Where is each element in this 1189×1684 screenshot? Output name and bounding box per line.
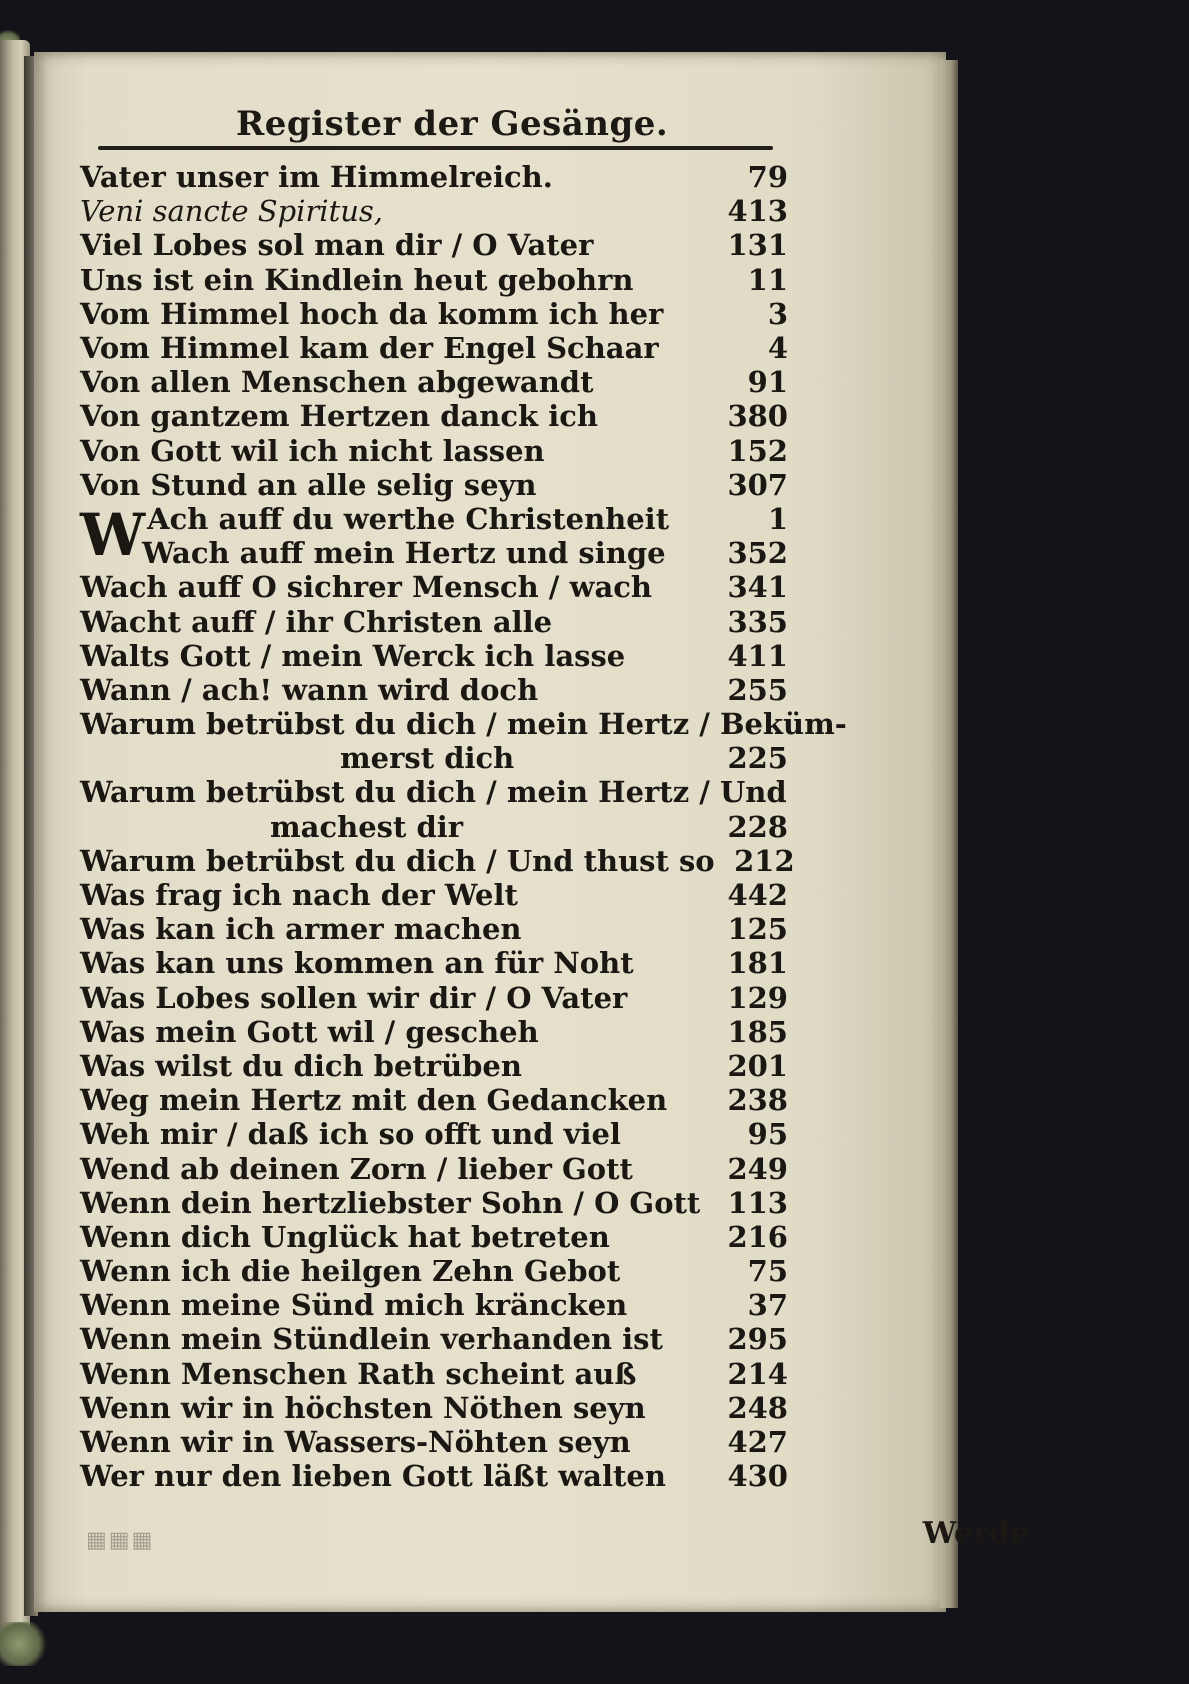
entry-title-text: Viel Lobes sol man dir / O Vater bbox=[80, 228, 594, 263]
entry-page-number: 152 bbox=[727, 433, 788, 468]
entry-title bbox=[80, 741, 708, 775]
faded-stamp: ▦▦▦ bbox=[86, 1528, 155, 1553]
entry-title bbox=[80, 639, 708, 673]
register-entry bbox=[80, 160, 792, 194]
register-entry bbox=[80, 331, 792, 365]
entry-title bbox=[80, 1220, 708, 1254]
entry-page-number: 113 bbox=[727, 1185, 788, 1220]
entry-page-number: 430 bbox=[727, 1459, 788, 1494]
entry-title-text: Von Gott wil ich nicht lassen bbox=[80, 433, 545, 468]
entry-title bbox=[80, 1357, 708, 1391]
entry-page-number: 11 bbox=[747, 262, 788, 297]
entry-title bbox=[80, 707, 847, 741]
entry-page-number: 79 bbox=[747, 160, 788, 195]
entry-title bbox=[80, 912, 708, 946]
entry-title bbox=[80, 673, 708, 707]
entry-page-number: 201 bbox=[727, 1048, 788, 1083]
entry-title bbox=[80, 1425, 708, 1459]
entry-title bbox=[80, 1254, 708, 1288]
register-entry bbox=[80, 1186, 792, 1220]
entry-title-text: Uns ist ein Kindlein heut gebohrn bbox=[80, 262, 634, 297]
entry-title bbox=[80, 1015, 708, 1049]
catchword: Werde bbox=[922, 1516, 1029, 1551]
entry-page-number: 181 bbox=[727, 946, 788, 981]
entry-title-text: Veni sancte Spiritus, bbox=[80, 194, 384, 229]
entry-title bbox=[80, 981, 708, 1015]
entry-title-text: Warum betrübst du dich / mein Hertz / Beküm- bbox=[80, 707, 847, 742]
register-entry bbox=[80, 536, 792, 570]
entry-page-number: 129 bbox=[727, 980, 788, 1015]
entry-title-text: Ach auff du werthe Christenheit bbox=[147, 501, 670, 536]
register-entry bbox=[80, 1117, 792, 1151]
register-entry bbox=[80, 843, 795, 878]
register-entry bbox=[80, 912, 792, 946]
entry-title bbox=[80, 365, 708, 399]
entry-page-number: 4 bbox=[767, 331, 788, 366]
entry-title-text: Wach auff mein Hertz und singe bbox=[142, 536, 666, 571]
entry-title bbox=[80, 844, 715, 878]
entry-title-text: Weh mir / daß ich so offt und viel bbox=[80, 1117, 621, 1152]
entry-title bbox=[80, 228, 708, 262]
register-entry bbox=[80, 1151, 792, 1185]
entry-title-text: Wenn ich die heilgen Zehn Gebot bbox=[80, 1254, 621, 1289]
register-entry bbox=[80, 775, 792, 809]
register-entry bbox=[80, 1049, 792, 1083]
entry-title bbox=[80, 160, 708, 194]
entry-title bbox=[80, 810, 708, 844]
entry-page-number: 295 bbox=[727, 1322, 788, 1357]
entry-page-number: 442 bbox=[727, 878, 788, 913]
entry-page-number: 95 bbox=[747, 1117, 788, 1152]
entry-page-number: 75 bbox=[747, 1254, 788, 1289]
entry-title-text: Was mein Gott wil / gescheh bbox=[80, 1014, 539, 1049]
register-entry bbox=[80, 228, 792, 262]
register-entry bbox=[80, 263, 792, 297]
entry-title bbox=[80, 263, 708, 297]
entry-title-text: Was frag ich nach der Welt bbox=[80, 878, 518, 913]
register-entry bbox=[80, 297, 792, 331]
register-entry bbox=[80, 604, 792, 638]
entry-page-number: 380 bbox=[727, 399, 788, 434]
register-entry bbox=[80, 1425, 792, 1459]
register-entry bbox=[80, 981, 792, 1015]
register-entry bbox=[80, 1083, 792, 1117]
entry-page-number: 411 bbox=[727, 638, 788, 673]
entry-page-number: 238 bbox=[727, 1083, 788, 1118]
entry-title bbox=[80, 1083, 708, 1117]
register-entry bbox=[80, 639, 792, 673]
entry-title-text: Walts Gott / mein Werck ich lasse bbox=[80, 638, 626, 673]
entry-title-text: Was kan ich armer machen bbox=[80, 912, 522, 947]
page-title: Register der Gesänge. bbox=[236, 104, 669, 144]
entry-page-number: 185 bbox=[727, 1014, 788, 1049]
entry-title bbox=[80, 1391, 708, 1425]
entry-page-number: 131 bbox=[727, 228, 788, 263]
entry-page-number: 248 bbox=[727, 1390, 788, 1425]
register-entry bbox=[80, 399, 792, 433]
register-entry bbox=[80, 1459, 792, 1493]
entry-page-number: 352 bbox=[727, 536, 788, 571]
entry-title-text: Wenn meine Sünd mich kräncken bbox=[80, 1288, 628, 1323]
register-entry bbox=[80, 468, 792, 502]
entry-title bbox=[80, 194, 708, 228]
entry-page-number: 228 bbox=[727, 809, 788, 844]
entry-page-number: 255 bbox=[727, 672, 788, 707]
entry-title-text: Von allen Menschen abgewandt bbox=[80, 365, 594, 400]
register-entry bbox=[80, 365, 792, 399]
entry-title-text: Von gantzem Hertzen danck ich bbox=[80, 399, 598, 434]
entry-title-text: Weg mein Hertz mit den Gedancken bbox=[80, 1083, 668, 1118]
binding-thread-bottom bbox=[0, 1622, 48, 1666]
entry-title-text: Wenn wir in Wassers-Nöhten seyn bbox=[80, 1425, 631, 1460]
entry-page-number: 125 bbox=[727, 912, 788, 947]
decorated-initial: W bbox=[80, 500, 146, 569]
entry-title-text: Was Lobes sollen wir dir / O Vater bbox=[80, 980, 628, 1015]
entry-title-text: Wenn mein Stündlein verhanden ist bbox=[80, 1322, 663, 1357]
entry-page-number: 212 bbox=[734, 843, 795, 878]
entry-title-text: Wach auff O sichrer Mensch / wach bbox=[80, 570, 652, 605]
entry-title bbox=[80, 1117, 708, 1151]
entry-title-text: Wenn wir in höchsten Nöthen seyn bbox=[80, 1390, 646, 1425]
entry-page-number: 413 bbox=[727, 194, 788, 229]
entry-page-number: 91 bbox=[747, 365, 788, 400]
entry-title bbox=[80, 1049, 708, 1083]
register-entry bbox=[80, 1391, 792, 1425]
entry-title bbox=[80, 570, 708, 604]
entry-page-number: 427 bbox=[727, 1425, 788, 1460]
register-entry bbox=[80, 878, 792, 912]
entry-title bbox=[80, 1152, 708, 1186]
register-entry bbox=[80, 1220, 792, 1254]
entry-title-text: Vom Himmel kam der Engel Schaar bbox=[80, 331, 659, 366]
entry-page-number: 341 bbox=[727, 570, 788, 605]
entry-title bbox=[80, 468, 708, 502]
page-edge bbox=[940, 60, 958, 1608]
entry-page-number: 1 bbox=[767, 501, 788, 536]
entry-title-text: Wenn dein hertzliebster Sohn / O Gott bbox=[80, 1185, 701, 1220]
register-entry bbox=[80, 1254, 792, 1288]
register-entry bbox=[80, 741, 792, 775]
register-entry bbox=[80, 673, 792, 707]
entry-page-number: 225 bbox=[727, 741, 788, 776]
entry-title bbox=[80, 536, 708, 570]
register-entry bbox=[80, 810, 792, 844]
entry-page-number: 307 bbox=[727, 467, 788, 502]
entry-title-text: machest dir bbox=[270, 809, 464, 844]
register-entry bbox=[80, 434, 792, 468]
register-entry bbox=[80, 1357, 792, 1391]
entry-title-text: merst dich bbox=[340, 741, 515, 776]
header-rule bbox=[98, 146, 773, 150]
entry-title-text: Vater unser im Himmelreich. bbox=[80, 160, 553, 195]
entry-page-number: 37 bbox=[747, 1288, 788, 1323]
entry-title bbox=[80, 878, 708, 912]
entry-title bbox=[80, 1322, 708, 1356]
register-entry bbox=[80, 1015, 792, 1049]
entry-title-text: Wenn dich Unglück hat betreten bbox=[80, 1219, 610, 1254]
entry-title-text: Wann / ach! wann wird doch bbox=[80, 672, 539, 707]
entry-title bbox=[80, 1459, 708, 1493]
register-entry bbox=[80, 946, 792, 980]
entry-title-text: Vom Himmel hoch da komm ich her bbox=[80, 296, 664, 331]
entry-page-number: 216 bbox=[727, 1219, 788, 1254]
entry-title-text: Wer nur den lieben Gott läßt walten bbox=[80, 1459, 666, 1494]
entry-title bbox=[80, 297, 708, 331]
entry-title bbox=[80, 946, 708, 980]
register-entry bbox=[80, 570, 792, 604]
entry-title-text: Warum betrübst du dich / mein Hertz / Und bbox=[80, 775, 787, 810]
register-entry bbox=[80, 194, 792, 228]
entry-page-number: 249 bbox=[727, 1151, 788, 1186]
entry-title-text: Wend ab deinen Zorn / lieber Gott bbox=[80, 1151, 633, 1186]
entry-title bbox=[80, 605, 708, 639]
entry-page-number: 214 bbox=[727, 1356, 788, 1391]
entry-title-text: Wacht auff / ihr Christen alle bbox=[80, 604, 553, 639]
entry-title-text: Warum betrübst du dich / Und thust so bbox=[80, 843, 715, 878]
entry-page-number: 335 bbox=[727, 604, 788, 639]
entry-title bbox=[80, 399, 708, 433]
entry-title-text: Wenn Menschen Rath scheint auß bbox=[80, 1356, 637, 1391]
register-entry bbox=[80, 1322, 792, 1356]
entry-title bbox=[80, 331, 708, 365]
register-entry bbox=[80, 707, 847, 742]
entry-title bbox=[80, 434, 708, 468]
entry-title bbox=[80, 1288, 708, 1322]
entry-title-text: Von Stund an alle selig seyn bbox=[80, 467, 537, 502]
entry-title-text: Was kan uns kommen an für Noht bbox=[80, 946, 634, 981]
register-list bbox=[80, 160, 847, 1494]
entry-page-number: 3 bbox=[767, 296, 788, 331]
entry-title bbox=[80, 1186, 708, 1220]
entry-title bbox=[80, 775, 787, 809]
entry-title-text: Was wilst du dich betrüben bbox=[80, 1048, 522, 1083]
register-entry bbox=[80, 1288, 792, 1322]
